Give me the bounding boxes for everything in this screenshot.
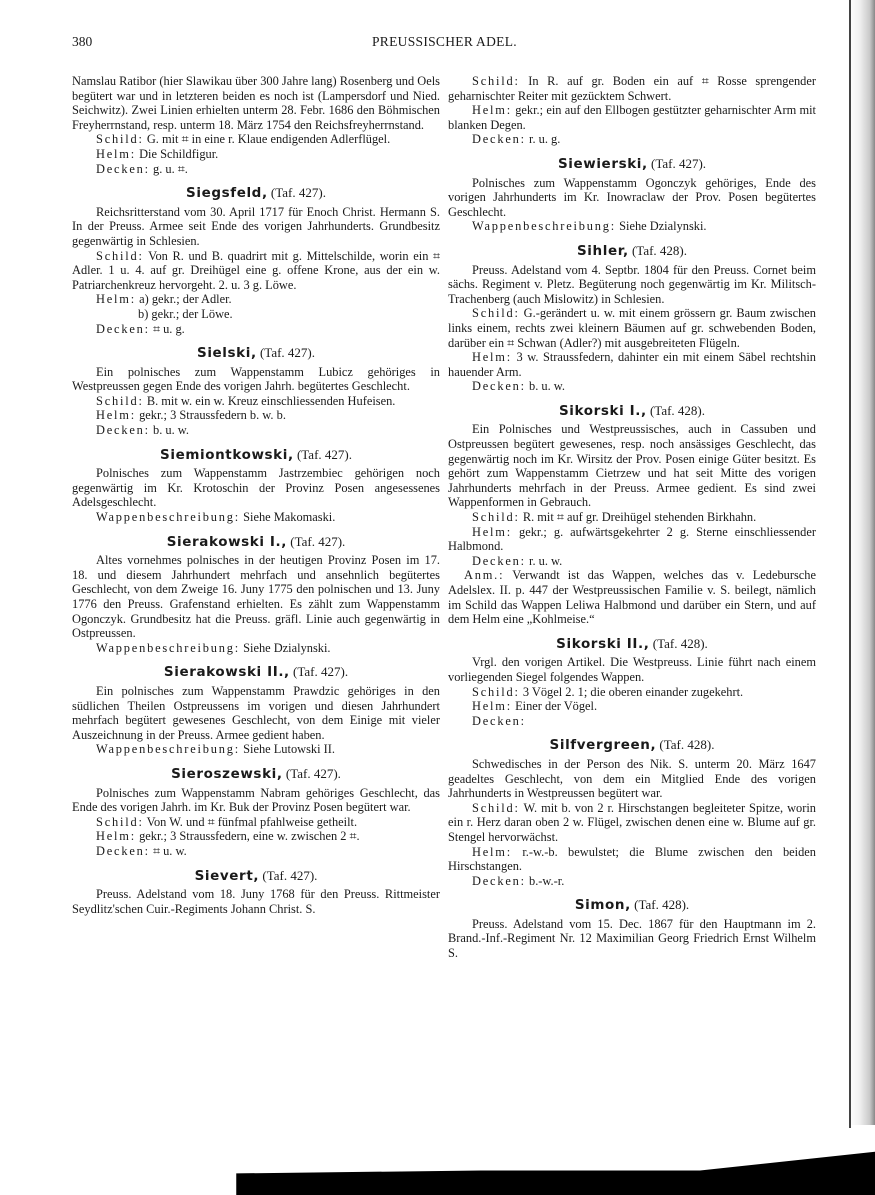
page-edge-shadow [849,0,875,1125]
left-column [72,74,440,916]
entry-sikorski-ii [448,637,816,729]
entry-heading: Sihler, (Taf. 428). [576,242,688,259]
entry-text: Ein polnisches zum Wappenstamm Prawdzic gehöriges in den südlichen Theilen Ostpreussens im vorigen und diesen Jahrhundert mehrfach begütert gewesenes Geschlecht, von dem Einige mit vieler Auszeichnung in der Preuss. Armee gedient haben. [72,683,440,742]
entry-text: Vrgl. den vorigen Artikel. Die Westpreuss. Linie führt nach einem vorliegenden Siegel folgendes Wappen. [448,655,816,684]
helm-line: Helm: r.-w.-b. bewulstet; die Blume zwischen den beiden Hirschstangen. [448,844,816,874]
entry-heading: Sielski, (Taf. 427). [197,345,315,362]
schild-line: Schild: Von W. und ⌗ fünfmal pfahlweise getheilt. [96,814,358,829]
decken-line: Decken: b.-w.-r. [472,873,565,888]
entry-heading: Siegsfeld, (Taf. 427). [186,185,326,202]
continuation-entry [72,74,440,176]
helm-line: Helm: a) gekr.; der Adler. [96,292,232,307]
decken-line: Decken: ⌗ u. g. [96,321,185,336]
schild-line: Schild: W. mit b. von 2 r. Hirschstangen begleiteter Spitze, worin ein r. Herz daran oben 2 w. Flügel, zwischen denen eine w. Blume auf gr. Stengel hervorwächst. [448,800,816,844]
schild-line: Schild: Von R. und B. quadrirt mit g. Mittelschilde, worin ein ⌗ Adler. 1 u. 4. auf gr. Dreihügel eine g. offene Krone, aus der ein w. Patriarchenkreuz hervorgeht. 2. u. 3 g. Löwe. [72,248,440,292]
entry-siegsfeld [72,186,440,336]
schild-line: Schild: In R. auf gr. Boden ein auf ⌗ Rosse sprengender geharnischter Reiter mit gezücktem Schwert. [448,74,816,103]
decken-line: Decken: b. u. w. [96,423,190,438]
entry-heading: Siemiontkowski, (Taf. 427). [160,446,352,463]
entry-sierakowski-i [72,535,440,656]
entry-heading: Sikorski II., (Taf. 428). [556,635,708,652]
right-column [448,74,816,961]
schild-line: Schild: B. mit w. ein w. Kreuz einschliessenden Hufeisen. [96,393,396,408]
entry-sielski [72,346,440,438]
entry-simon [448,898,816,960]
running-title: PREUSSISCHER ADEL. [372,34,517,49]
entry-sihler [448,244,816,394]
entry-heading: Sikorski I., (Taf. 428). [558,402,705,419]
helm-line: Helm: gekr.; 3 Straussfedern, eine w. zwischen 2 ⌗. [96,829,360,844]
decken-line: Decken: b. u. w. [472,379,566,394]
wappenbeschreibung-line: Wappenbeschreibung: Siehe Lutowski II. [96,742,335,757]
entry-text: Preuss. Adelstand vom 15. Dec. 1867 für den Hauptmann im 2. Brand.-Inf.-Regiment Nr. 12 Maximilian Georg Friedrich Ernst Wilhelm S. [448,916,816,961]
entry-text: Schwedisches in der Person des Nik. S. unterm 20. März 1647 geadeltes Geschlecht, von dem ein Mitglied Ende des vorigen Jahrhunderts in Westpreussen begütert war. [448,756,816,801]
entry-heading: Sieroszewski, (Taf. 427). [171,765,341,782]
helm-line: Helm: Einer der Vögel. [472,699,598,714]
entry-text: Altes vornehmes polnisches in der heutigen Provinz Posen im 17. 18. und diesem Jahrhundert mehrfach und ansehnlich begütertes Geschlecht, von dem Zweige 16. Juny 1775 den polnischen und 13. Juny 1776 den Preuss. Grafenstand erhielten. Es zählt zum Wappenstamm Ogonczyk. Grundbesitz hat die Preuss. gräfl. Linie auch gegenwärtig in Ostpreussen. [72,553,440,641]
schild-line: Schild: R. mit ⌗ auf gr. Dreihügel stehenden Birkhahn. [472,510,757,525]
entry-text: Namslau Ratibor (hier Slawikau über 300 Jahre lang) Rosenberg und Oels begütert war und in letzteren beiden es noch ist (Lampersdorf und Nied. Seichwitz). Zwei Linien erhielten unterm 28. Febr. 1686 den Böhmischen Freyherrnstand, resp. unterm 18. März 1754 den Reichsfreyherrnstand. [72,74,440,132]
entry-text: Ein polnisches zum Wappenstamm Lubicz gehöriges in Westpreussen gegen Ende des vorigen Jahrh. begütertes Geschlecht. [72,364,440,394]
scan-bottom-shadow [0,1123,875,1195]
entry-heading: Sierakowski I., (Taf. 427). [166,533,346,550]
entry-text: Preuss. Adelstand vom 4. Septbr. 1804 für den Preuss. Cornet beim sächs. Regiment v. Pletz. Begüterung noch gegenwärtig im Kr. Militsch-Trachenberg (auch Mislowitz) in Schlesien. [448,262,816,306]
anmerkung-line: Anm.: Verwandt ist das Wappen, welches das v. Ledebursche Adelslex. II. p. 447 der Westpreussischen Familie v. S. beilegt, nämlich im Schild das Wappen Leliwa Halbmond und darüber ein Stern, und auf dem Helm eine „Kohlmeise.“ [448,568,817,627]
page-header [72,34,832,54]
entry-sierakowski-ii [72,665,440,757]
decken-line: Decken: r. u. w. [472,553,563,568]
entry-text: Polnisches zum Wappenstamm Jastrzembiec gehörigen noch gegenwärtig im Kr. Krotoschin der Provinz Posen angesessenes Adelsgeschlecht. [72,466,440,510]
entry-siewierski [448,157,816,234]
entry-text: Polnisches zum Wappenstamm Nabram gehöriges Geschlecht, das Ende des vorigen Jahrh. im Kr. Buk der Provinz Posen begütert war. [72,785,440,815]
decken-line: Decken: ⌗ u. w. [96,843,187,858]
entry-heading: Sievert, (Taf. 427). [194,867,318,884]
entry-text: Reichsritterstand vom 30. April 1717 für Enoch Christ. Hermann S. In der Preuss. Armee seit Ende des vorigen Jahrhunderts. Grundbesitz gegenwärtig in Schlesien. [72,204,440,248]
decken-line: Decken: r. u. g. [472,132,561,147]
continuation-entry [448,74,816,147]
entry-silfvergreen [448,738,816,888]
entry-heading: Siewierski, (Taf. 427). [557,155,707,172]
decken-line: Decken: g. u. ⌗. [96,161,188,176]
schild-line: Schild: G. mit ⌗ in eine r. Klaue endigenden Adlerflügel. [96,132,391,147]
entry-sieroszewski [72,767,440,859]
wappenbeschreibung-line: Wappenbeschreibung: Siehe Dzialynski. [96,640,331,655]
entry-text: Ein Polnisches und Westpreussisches, auch in Cassuben und Ostpreussen begütert gewesenes, resp. noch ansässiges Geschlecht, das gegenwärtig noch im Kr. Wirsitz der Prov. Posen einige Güter besitzt. Es gehört zum Wappenstamm Cietrzew und hat seit Mitte des vorigen Jahrhunderts mehrfach in der Preuss. Armee gedient. Es sind zwei Wappenformen in Gebrauch. [448,422,816,510]
helm-line: Helm: gekr.; g. aufwärtsgekehrter 2 g. Sterne einschliessender Halbmond. [448,524,816,554]
entry-heading: Simon, (Taf. 428). [574,897,690,914]
helm-line: Helm: Die Schildfigur. [96,146,219,161]
wappenbeschreibung-line: Wappenbeschreibung: Siehe Dzialynski. [472,219,707,234]
helm-line: Helm: 3 w. Straussfedern, dahinter ein mit einem Säbel rechtshin hauender Arm. [448,350,816,379]
schild-line: Schild: 3 Vögel 2. 1; die oberen einander zugekehrt. [472,684,744,699]
entry-text: Preuss. Adelstand vom 18. Juny 1768 für den Preuss. Rittmeister Seydlitz'schen Cuir.-Regiments Johann Christ. S. [72,887,440,916]
page-number: 380 [72,34,93,49]
entry-siemiontkowski [72,448,440,525]
entry-heading: Silfvergreen, (Taf. 428). [549,737,715,754]
decken-line: Decken: [472,713,526,728]
entry-text: Polnisches zum Wappenstamm Ogonczyk gehöriges, Ende des vorigen Jahrhunderts im Kr. Inowraclaw der Prov. Posen begütertes Geschlecht. [448,175,816,219]
entry-sikorski-i [448,404,816,627]
helm-line: Helm: gekr.; ein auf den Ellbogen gestützter geharnischter Arm mit blanken Degen. [448,103,816,132]
entry-heading: Sierakowski II., (Taf. 427). [163,664,349,681]
wappenbeschreibung-line: Wappenbeschreibung: Siehe Makomaski. [96,510,336,525]
helm-line: Helm: gekr.; 3 Straussfedern b. w. b. [96,408,286,423]
entry-sievert [72,869,440,917]
page-edge-line [849,0,851,1128]
helm-line-b: b) gekr.; der Löwe. [138,306,233,321]
schild-line: Schild: G.-gerändert u. w. mit einem grössern gr. Baum zwischen links einem, rechts zwei kleinern Bäumen auf gr. schwebenden Boden, darüber ein ⌗ Schwan (Adler?) mit ausgebreiteten Flügeln. [448,306,816,350]
